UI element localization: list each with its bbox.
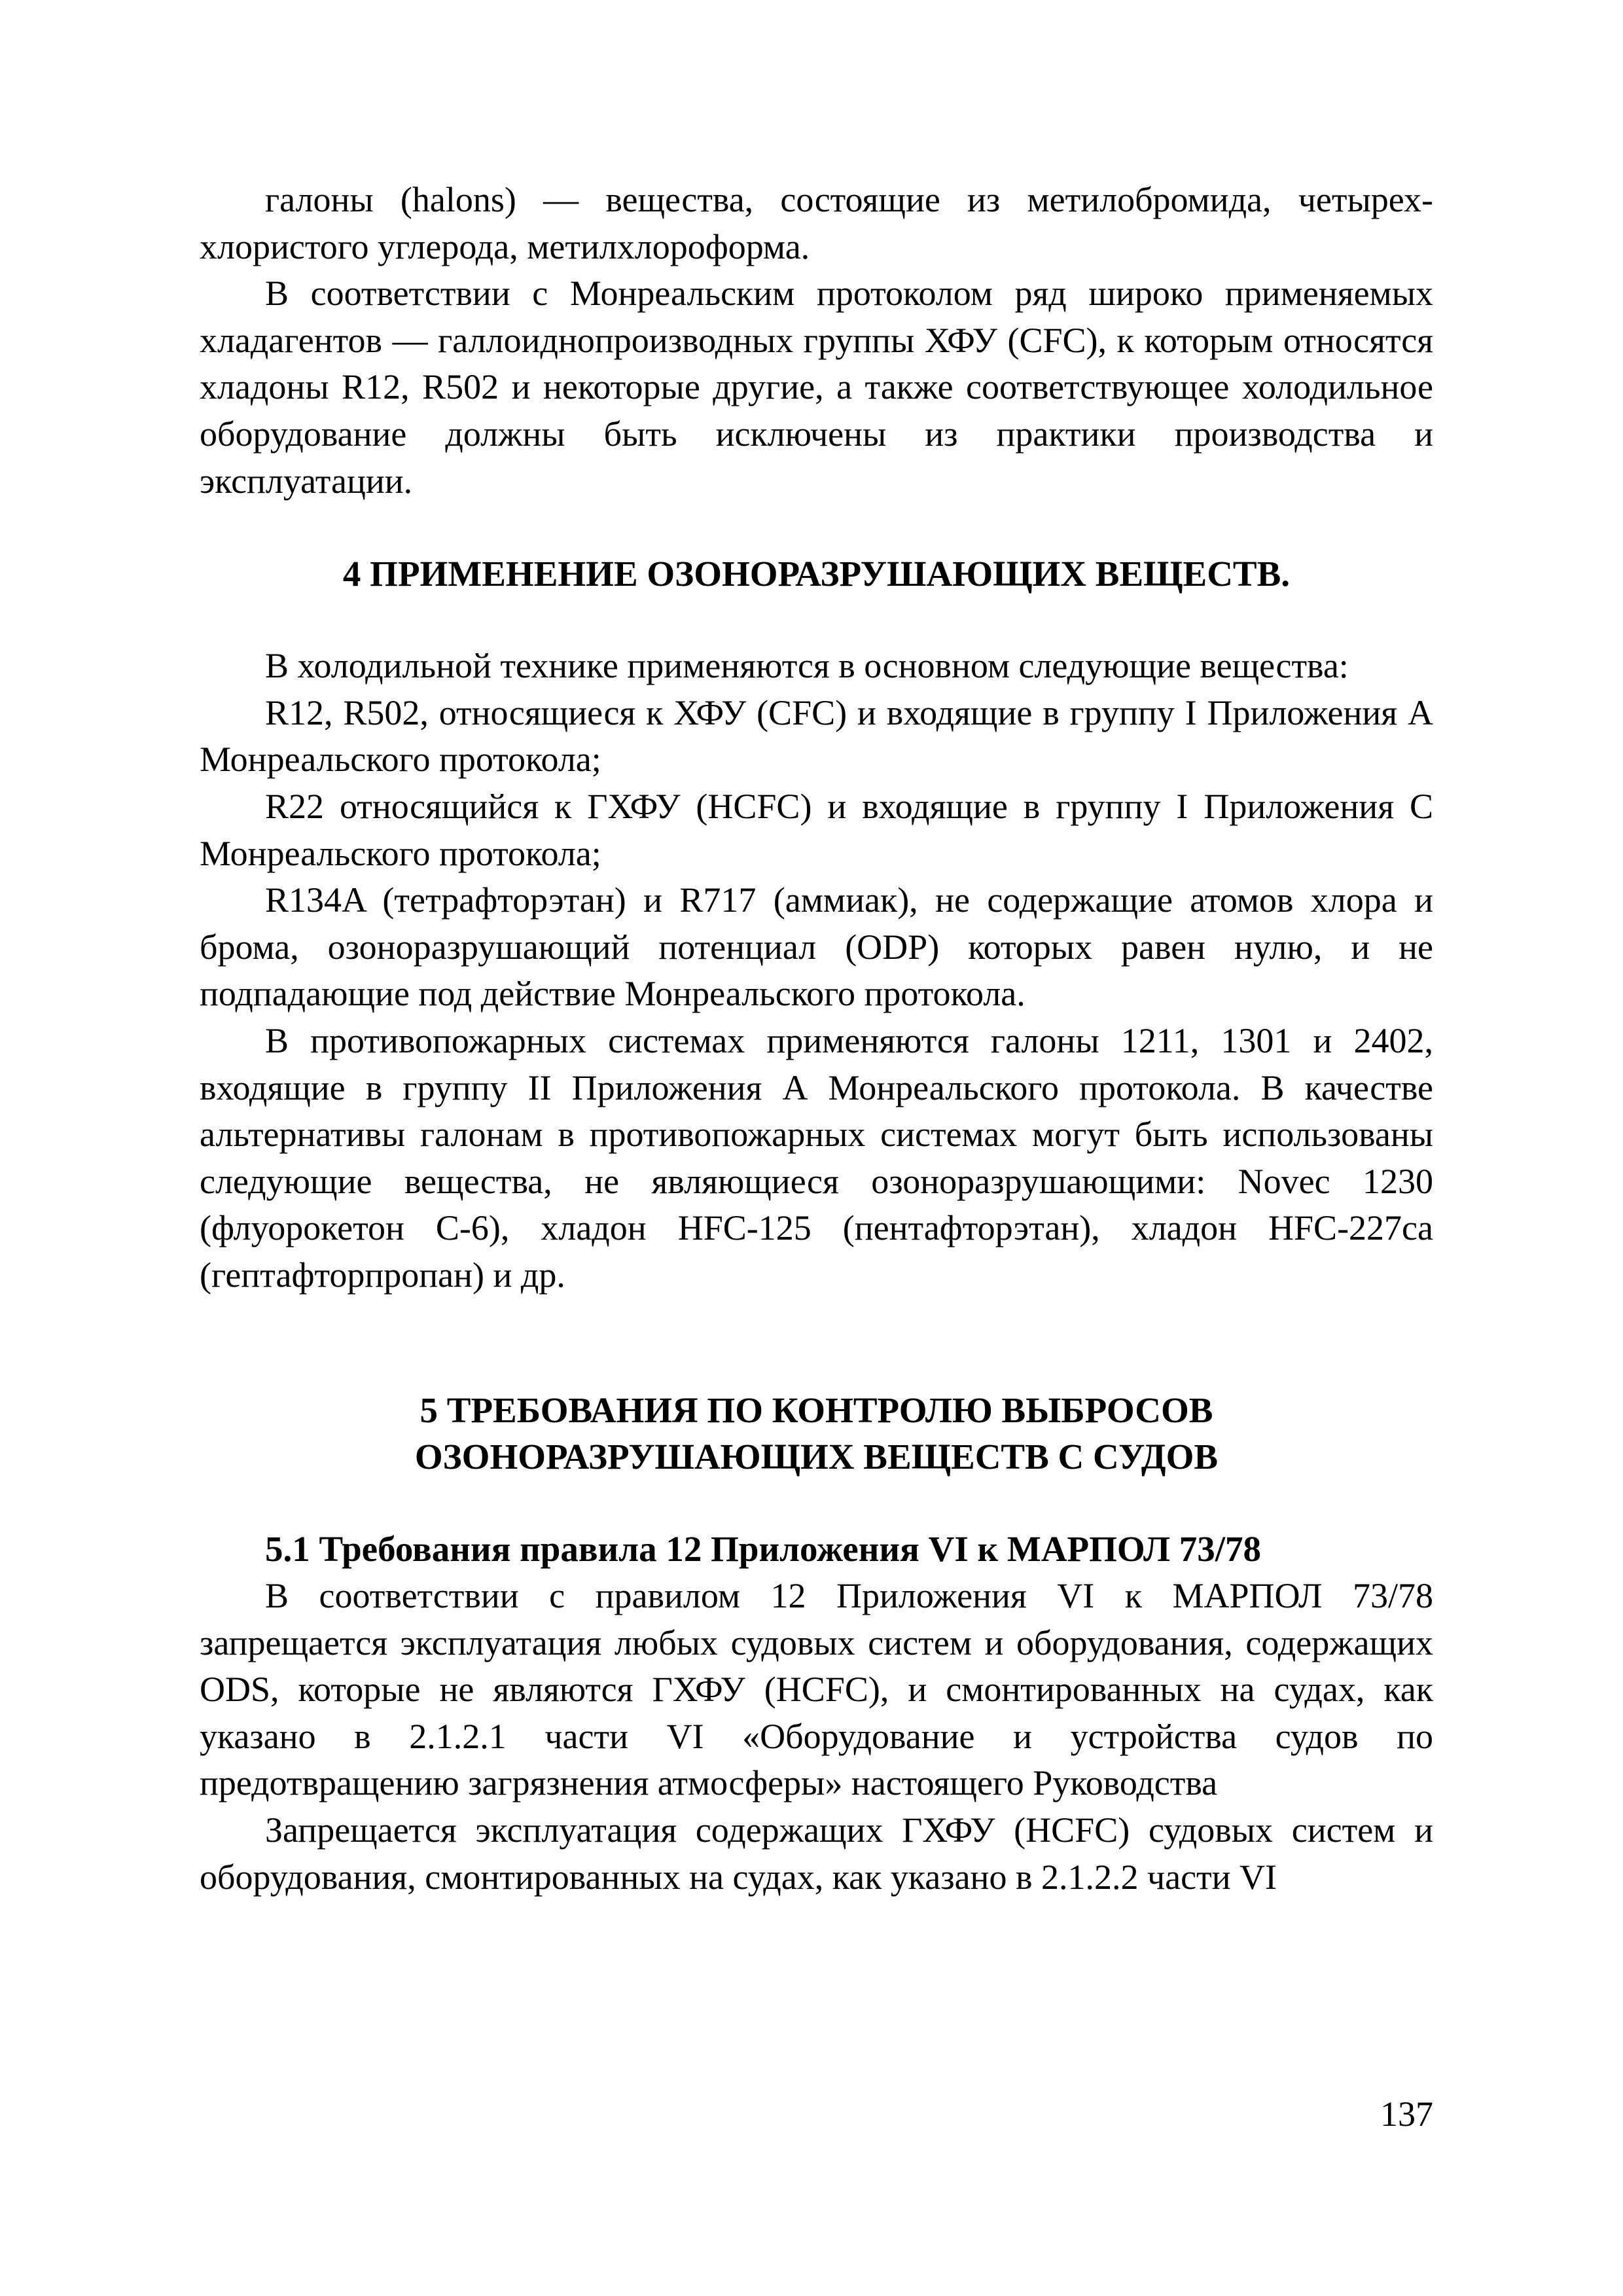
spacer <box>200 1299 1433 1387</box>
paragraph-fire-systems: В противопожарных системах применяются галоны 1211, 1301 и 2402, входящие в группу II Приложения А Монреальского протокола. В качестве альтернативы галонам в противопожарных системах могут быть использованы следующие вещества, не являющиеся озоноразрушающими: Novec 1230 (флуорокетон С-6), хладон HFC-125 (пентафторэтан), хладон HFC-227ca (гептафторпропан) и др. <box>200 1020 1433 1295</box>
paragraph-marpol-rule-12: В соответствии с правилом 12 Приложения VI к МАРПОЛ 73/78 запрещается эксплуатация любых судовых систем и оборудования, содержащих ODS, которые не являются ГХФУ (HCFC), и смонтированных на судах, как указано в 2.1.2.1 части VI «Оборудование и устройства судов по предотвращению загрязнения атмосферы» настоящего Руководства <box>200 1576 1433 1803</box>
spacer <box>200 505 1433 550</box>
section-5-heading-line2: ОЗОНОРАЗРУШАЮЩИХ ВЕЩЕСТВ С СУДОВ <box>414 1437 1219 1477</box>
paragraph-r12-r502: R12, R502, относящиеся к ХФУ (CFC) и входящие в группу I Приложения А Монреальского протокола; <box>200 692 1433 780</box>
spacer <box>200 597 1433 643</box>
spacer <box>200 1480 1433 1526</box>
page-number: 137 <box>1380 2094 1433 2134</box>
paragraph-refrigeration-substances: В холодильной технике применяются в основном следующие вещества: <box>265 646 1349 686</box>
section-5-heading-line1: 5 ТРЕБОВАНИЯ ПО КОНТРОЛЮ ВЫБРОСОВ <box>419 1390 1213 1431</box>
subsection-5-1-heading: 5.1 Требования правила 12 Приложения VI к МАРПОЛ 73/78 <box>265 1529 1261 1570</box>
paragraph-halons: галоны (halons) — вещества, состоящие из метилобромида, четырех-хлористого углерода, метилхлороформа. <box>200 180 1433 266</box>
section-4-heading: 4 ПРИМЕНЕНИЕ ОЗОНОРАЗРУШАЮЩИХ ВЕЩЕСТВ. <box>342 554 1291 594</box>
paragraph-r134a-r717: R134A (тетрафторэтан) и R717 (аммиак), не содержащие атомов хлора и брома, озоноразрушающий потенциал (ODP) которых равен нулю, и не подпадающие под действие Монреальского протокола. <box>200 880 1433 1014</box>
section-5-heading <box>200 1387 1433 1480</box>
paragraph-montreal-protocol: В соответствии с Монреальским протоколом ряд широко применяемых хладагентов — галлоиднопроизводных группы ХФУ (CFC), к которым относятся хладоны R12, R502 и некоторые другие, а также соответствующее холодильное оборудование должны быть исключены из практики производства и эксплуатации. <box>200 274 1433 501</box>
page-content <box>200 177 1433 1901</box>
paragraph-hcfc-prohibition: Запрещается эксплуатация содержащих ГХФУ (HCFC) судовых систем и оборудования, смонтированных на судах, как указано в 2.1.2.2 части VI <box>200 1810 1433 1897</box>
paragraph-r22: R22 относящийся к ГХФУ (HCFC) и входящие в группу I Приложения С Монреальского протокола; <box>200 786 1433 873</box>
